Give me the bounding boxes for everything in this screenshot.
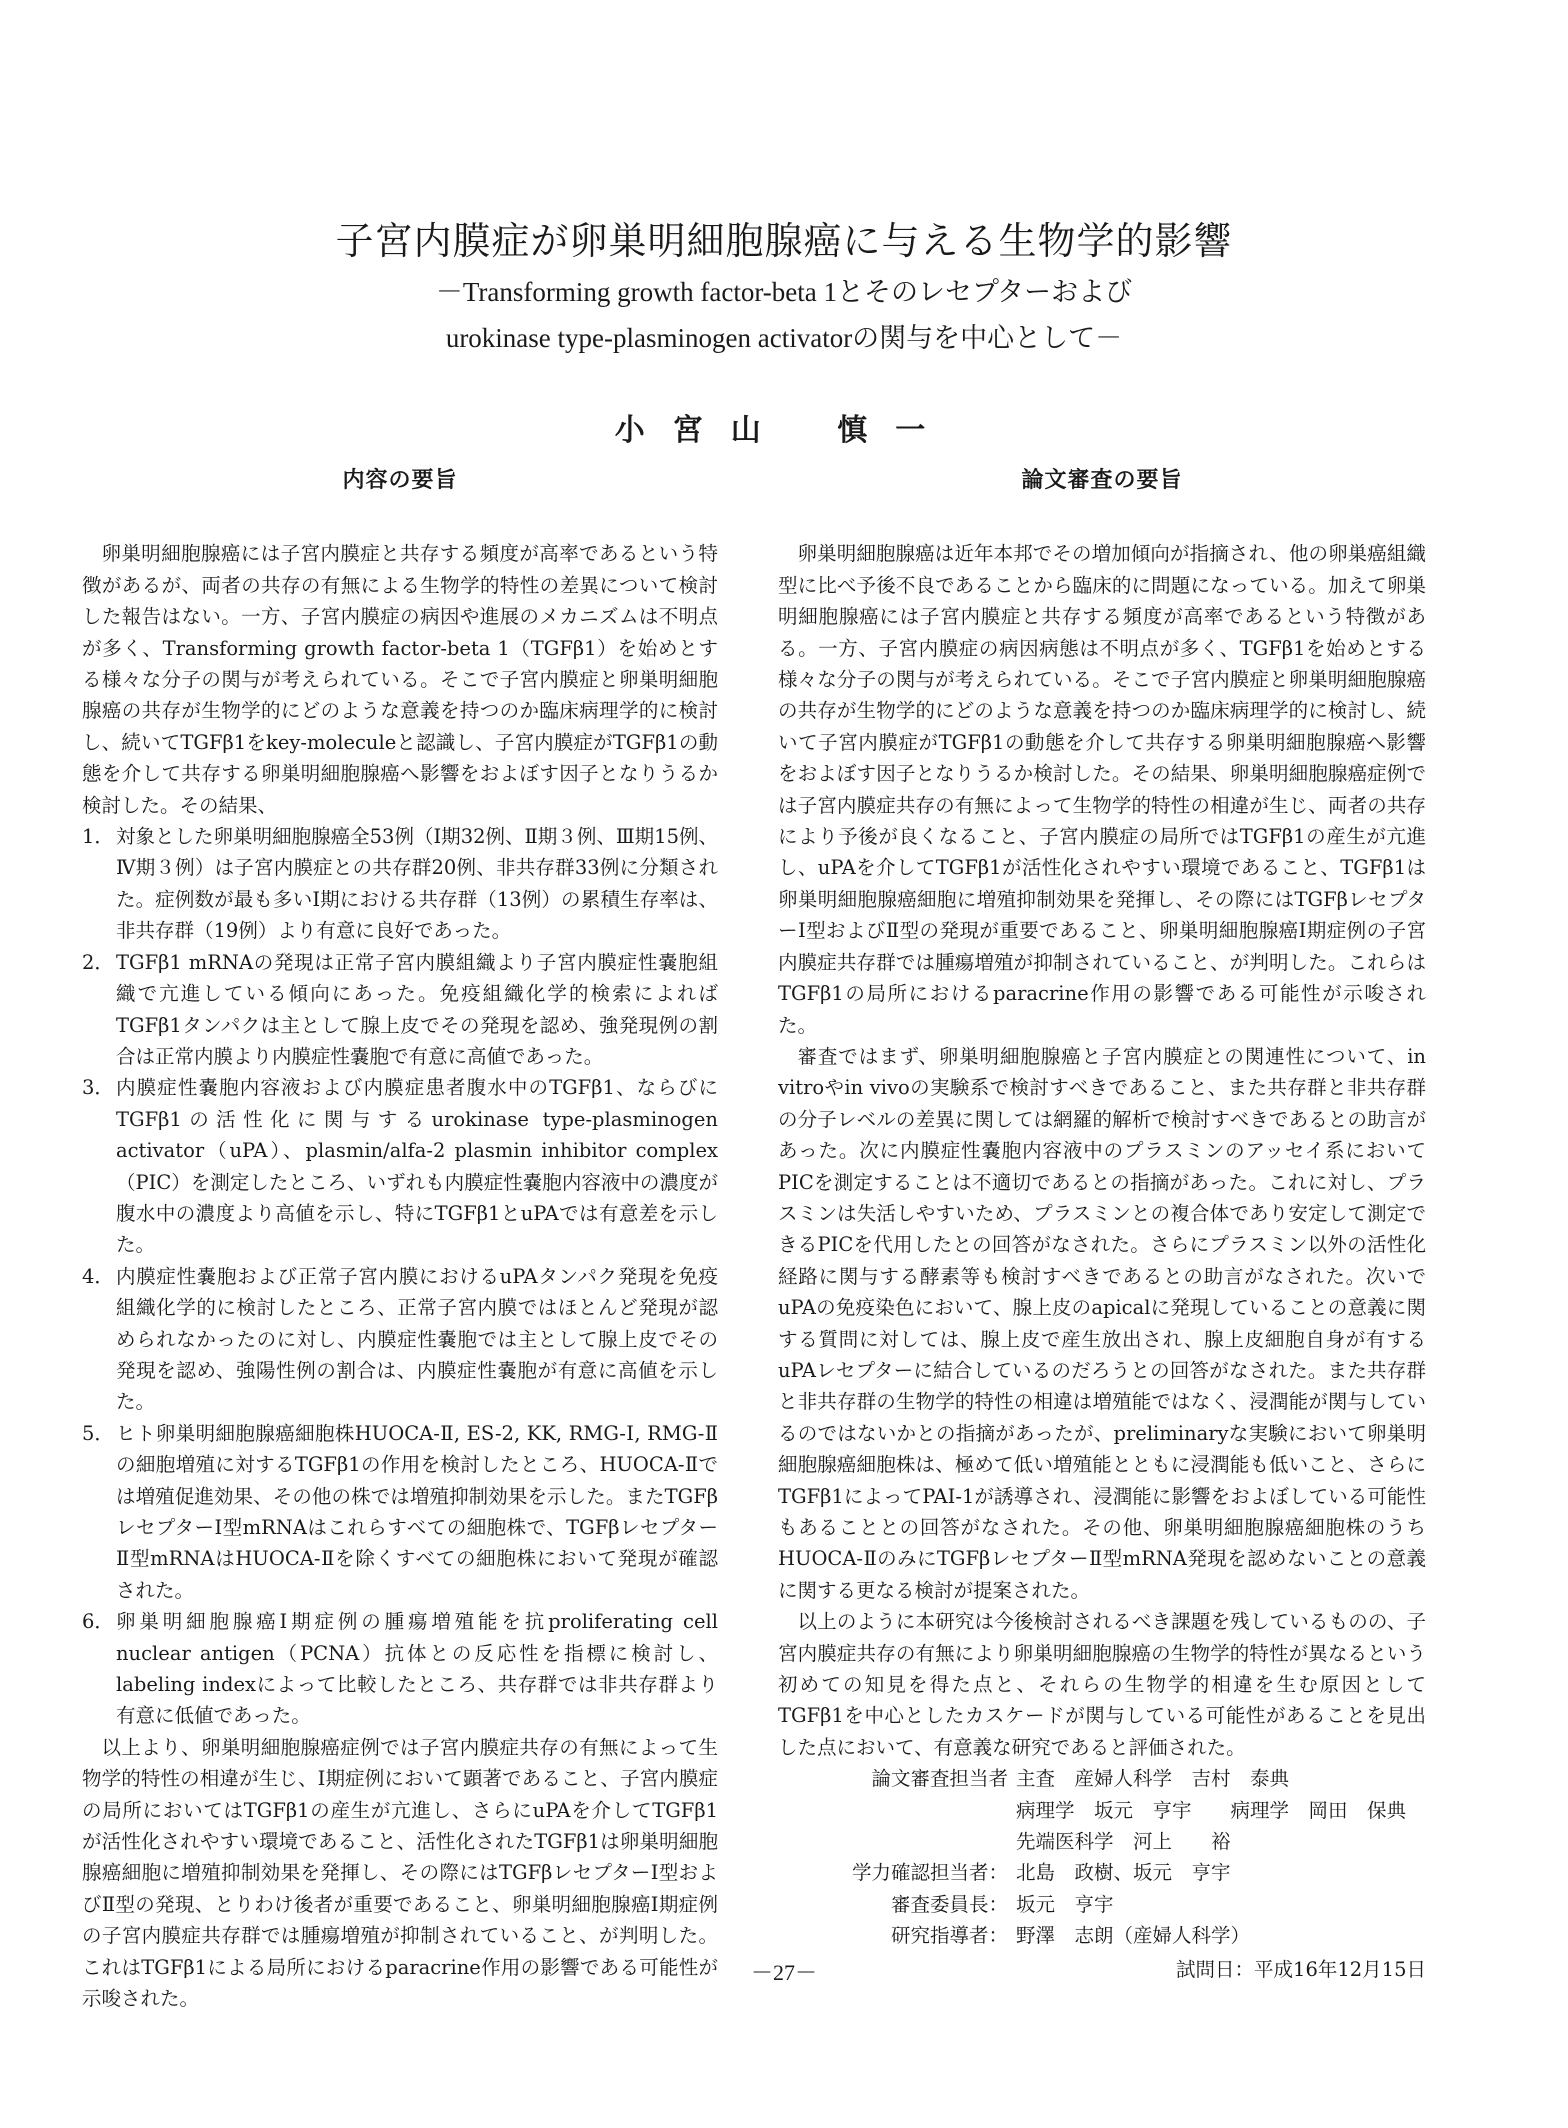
committee-members: 北島 政樹、坂元 亨宇	[1016, 1861, 1231, 1885]
result-number: 1．	[82, 825, 114, 849]
committee-list	[778, 1763, 1426, 1951]
summary-conclusion: 以上より、卵巣明細胞腺癌症例では子宮内膜症共存の有無によって生物学的特性の相違が生じ、Ⅰ期症例において顕著であること、子宮内膜症の局所においてはTGFβ1の産生が亢進し、さらにuPAを介してTGFβ1が活性化されやすい環境であること、活性化されたTGFβ1は卵巣明細胞腺癌細胞に増殖抑制効果を発揮し、その際にはTGFβレセプターⅠ型およびⅡ型の発現、とりわけ後者が重要であること、卵巣明細胞腺癌Ⅰ期症例の子宮内膜症共存群では腫瘍増殖が抑制されていること、が判明した。これはTGFβ1による局所におけるparacrine作用の影響である可能性が示唆された。	[82, 1735, 718, 2011]
committee-role: 研究指導者：	[890, 1924, 1008, 1948]
committee-row	[778, 1920, 1426, 1951]
committee-role	[778, 1826, 1008, 1857]
result-text: 内膜症性嚢胞内容液および内膜症患者腹水中のTGFβ1、ならびにTGFβ1の活性化に関与するurokinase type-plasminogen activator（uPA）、plasmin/alfa-2 plasmin inhibitor complex（PIC）を測定したところ、いずれも内膜症性嚢胞内容液中の濃度が腹水中の濃度より高値を示し、特にTGFβ1とuPAでは有意差を示した。	[116, 1076, 718, 1257]
result-item	[82, 1418, 718, 1606]
result-number: 6．	[82, 1610, 114, 1634]
committee-row	[778, 1763, 1426, 1794]
result-number: 4．	[82, 1264, 114, 1288]
committee-members: 坂元 亨宇	[1016, 1892, 1114, 1916]
result-text: 内膜症性嚢胞および正常子宮内膜におけるuPAタンパク発現を免疫組織化学的に検討したところ、正常子宮内膜ではほとんど発現が認められなかったのに対し、内膜症性嚢胞では主として腺上皮でその発現を認め、強陽性例の割合は、内膜症性嚢胞が有意に高値を示した。	[116, 1264, 718, 1414]
result-number: 2．	[82, 950, 114, 974]
result-number: 5．	[82, 1421, 114, 1445]
subtitle-line-2: urokinase type-plasminogen activatorの関与を中心として－	[445, 323, 1123, 353]
summary-column	[82, 465, 718, 2015]
result-item	[82, 1261, 718, 1418]
exam-date: 試問日：平成16年12月15日	[1176, 1957, 1426, 1981]
committee-role: 論文審査担当者	[871, 1767, 1008, 1791]
committee-members: 主査 産婦人科学 吉村 泰典	[1016, 1767, 1290, 1791]
review-heading: 論文審査の要旨	[1021, 467, 1183, 493]
results-list	[82, 821, 718, 1732]
committee-role: 審査委員長：	[890, 1892, 1008, 1916]
result-number: 3．	[82, 1076, 114, 1100]
summary-intro: 卵巣明細胞腺癌には子宮内膜症と共存する頻度が高率であるという特徴があるが、両者の共存の有無による生物学的特性の差異について検討した報告はない。一方、子宮内膜症の病因や進展のメカニズムは不明点が多く、Transforming growth factor-beta 1（TGFβ1）を始めとする様々な分子の関与が考えられている。そこで子宮内膜症と卵巣明細胞腺癌の共存が生物学的にどのような意義を持つのか臨床病理学的に検討し、続いてTGFβ1をkey-moleculeと認識し、子宮内膜症がTGFβ1の動態を介して共存する卵巣明細胞腺癌へ影響をおよぼす因子となりうるか検討した。その結果、	[82, 542, 719, 817]
page-number: －27－	[750, 1960, 817, 1985]
result-item	[82, 947, 718, 1073]
committee-role: 学力確認担当者：	[851, 1861, 1008, 1885]
review-paragraph-2: 審査ではまず、卵巣明細胞腺癌と子宮内膜症との関連性について、in vitroやin vivoの実験系で検討すべきであること、また共存群と非共存群の分子レベルの差異に関しては網羅的解析で検討すべきであるとの助言があった。次に内膜症性嚢胞内容液中のプラスミンのアッセイ系においてPICを測定することは不適切であるとの指摘があった。これに対し、プラスミンは失活しやすいため、プラスミンとの複合体であり安定して測定できるPICを代用したとの回答がなされた。さらにプラスミン以外の活性化経路に関与する酵素等も検討すべきであるとの助言がなされた。次いでuPAの免疫染色において、腺上皮のapicalに発現していることの意義に関する質問に対しては、腺上皮で産生放出され、腺上皮細胞自身が有するuPAレセプターに結合しているのだろうとの回答がなされた。また共存群と非共存群の生物学的特性の相違は増殖能ではなく、浸潤能が関与しているのではないかとの指摘があったが、preliminaryな実験において卵巣明細胞腺癌細胞株は、極めて低い増殖能とともに浸潤能も低いこと、さらにTGFβ1によってPAI-1が誘導され、浸潤能に影響をおよぼしている可能性もあることとの回答がなされた。その他、卵巣明細胞腺癌細胞株のうちHUOCA-ⅡのみにTGFβレセプターⅡ型mRNA発現を認めないことの意義に関する更なる検討が提案された。	[778, 1044, 1426, 1602]
committee-row	[778, 1889, 1426, 1920]
result-text: 対象とした卵巣明細胞腺癌全53例（Ⅰ期32例、Ⅱ期３例、Ⅲ期15例、Ⅳ期３例）は子宮内膜症との共存群20例、非共存群33例に分類された。症例数が最も多いⅠ期における共存群（13例）の累積生存率は、非共存群（19例）より有意に良好であった。	[116, 825, 718, 943]
result-text: ヒト卵巣明細胞腺癌細胞株HUOCA-Ⅱ, ES-2, KK, RMG-Ⅰ, RMG-Ⅱの細胞増殖に対するTGFβ1の作用を検討したところ、HUOCA-Ⅱでは増殖促進効果、その他の株では増殖抑制効果を示した。またTGFβレセプターⅠ型mRNAはこれらすべての細胞株で、TGFβレセプターⅡ型mRNAはHUOCA-Ⅱを除くすべての細胞株において発現が確認された。	[116, 1421, 718, 1602]
summary-heading: 内容の要旨	[342, 467, 458, 493]
committee-members: 先端医科学 河上 裕	[1016, 1830, 1231, 1854]
review-paragraph-3: 以上のように本研究は今後検討されるべき課題を残しているものの、子宮内膜症共存の有無により卵巣明細胞腺癌の生物学的特性が異なるという初めての知見を得た点と、それらの生物学的相違を生む原因としてTGFβ1を中心としたカスケードが関与している可能性があることを見出した点において、有意義な研究であると評価された。	[778, 1610, 1426, 1759]
author-name: 小宮山 慎一	[614, 413, 954, 448]
committee-role	[778, 1795, 1008, 1826]
committee-row	[778, 1857, 1426, 1888]
result-text: TGFβ1 mRNAの発現は正常子宮内膜組織より子宮内膜症性嚢胞組織で亢進している傾向にあった。免疫組織化学的検索によればTGFβ1タンパクは主として腺上皮でその発現を認め、強発現例の割合は正常内膜より内膜症性嚢胞で有意に高値であった。	[116, 950, 718, 1068]
result-text: 卵巣明細胞腺癌Ⅰ期症例の腫瘍増殖能を抗proliferating cell nuclear antigen（PCNA）抗体との反応性を指標に検討し、labeling indexによって比較したところ、共存群では非共存群より有意に低値であった。	[116, 1610, 718, 1728]
committee-members: 野澤 志朗（産婦人科学）	[1016, 1924, 1251, 1948]
review-paragraph-1: 卵巣明細胞腺癌は近年本邦でその増加傾向が指摘され、他の卵巣癌組織型に比べ予後不良であることから臨床的に問題になっている。加えて卵巣明細胞腺癌には子宮内膜症と共存する頻度が高率であるという特徴がある。一方、子宮内膜症の病因病態は不明点が多く、TGFβ1を始めとする様々な分子の関与が考えられている。そこで子宮内膜症と卵巣明細胞腺癌の共存が生物学的にどのような意義を持つのか臨床病理学的に検討し、続いて子宮内膜症がTGFβ1の動態を介して共存する卵巣明細胞腺癌へ影響をおよぼす因子となりうるか検討した。その結果、卵巣明細胞腺癌症例では子宮内膜症共存の有無によって生物学的特性の相違が生じ、両者の共存により予後が良くなること、子宮内膜症の局所ではTGFβ1の産生が亢進し、uPAを介してTGFβ1が活性化されやすい環境であること、TGFβ1は卵巣明細胞腺癌細胞に増殖抑制効果を発揮し、その際にはTGFβレセプターⅠ型およびⅡ型の発現が重要であること、卵巣明細胞腺癌Ⅰ期症例の子宮内膜症共存群では腫瘍増殖が抑制されていること、が判明した。これらはTGFβ1の局所におけるparacrine作用の影響である可能性が示唆された。	[778, 542, 1426, 1037]
committee-members: 病理学 坂元 亨宇 病理学 岡田 保典	[1016, 1798, 1407, 1822]
committee-row	[778, 1826, 1426, 1857]
page-title: 子宮内膜症が卵巣明細胞腺癌に与える生物学的影響	[335, 219, 1233, 263]
result-item	[82, 1606, 718, 1732]
review-column	[778, 465, 1426, 1985]
subtitle-line-1: －Transforming growth factor-beta 1とそのレセプターおよび	[435, 277, 1133, 307]
committee-row	[778, 1795, 1426, 1826]
result-item	[82, 1072, 718, 1260]
result-item	[82, 821, 718, 947]
